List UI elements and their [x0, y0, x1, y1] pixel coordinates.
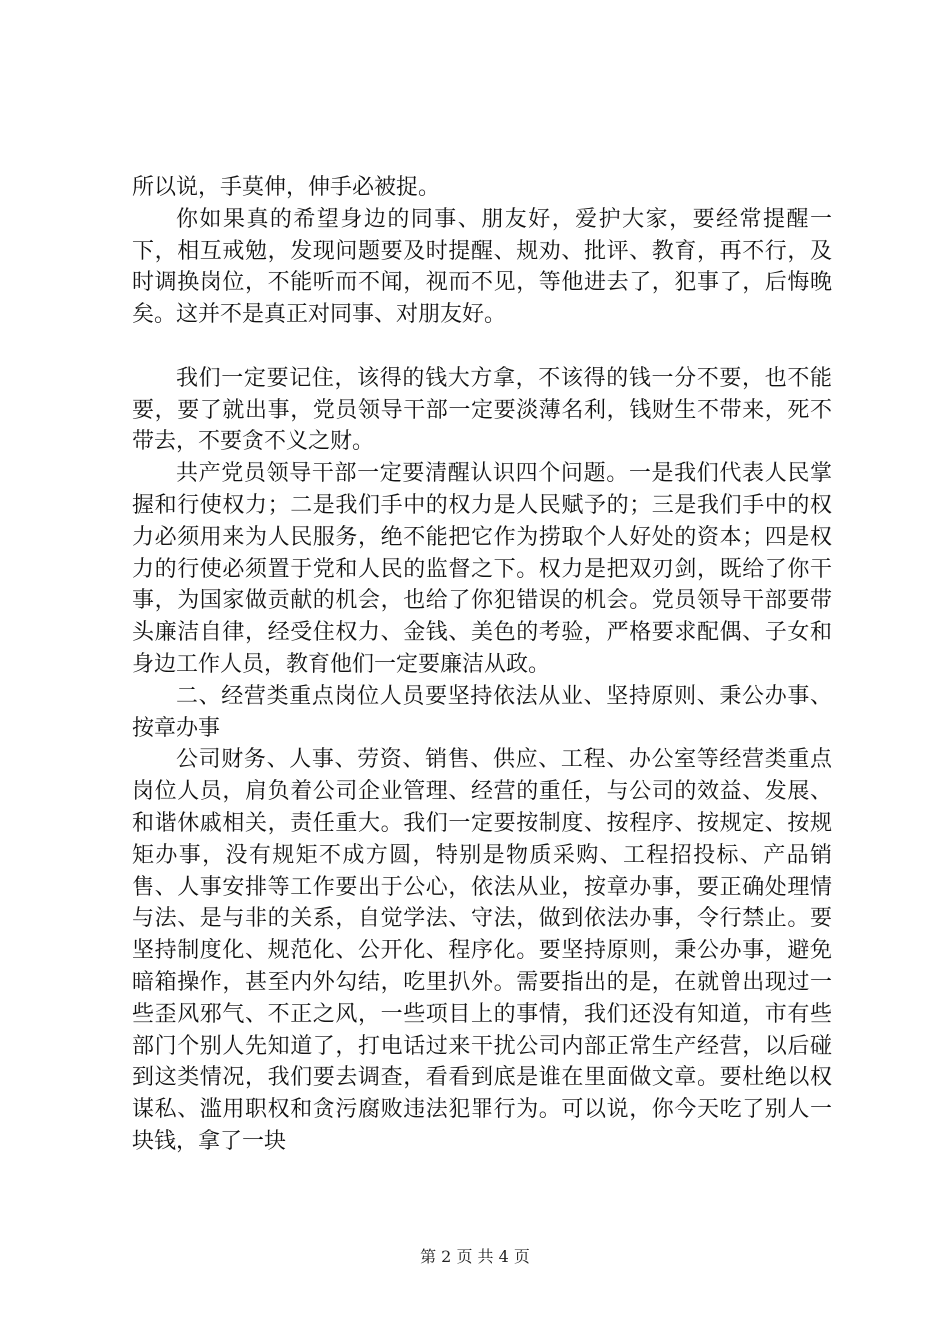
- paragraph-2: 你如果真的希望身边的同事、朋友好，爱护大家，要经常提醒一下，相互戒勉，发现问题要及时提醒、规劝、批评、教育，再不行，及时调换岗位，不能听而不闻，视而不见，等他进去了，犯事了，后悔晚矣。这并不是真正对同事、对朋友好。: [132, 206, 832, 328]
- page-number-footer: 第 2 页 共 4 页: [420, 1247, 530, 1266]
- section-heading: 二、经营类重点岗位人员要坚持依法从业、坚持原则、秉公办事、按章办事: [132, 683, 832, 741]
- paragraph-5: 公司财务、人事、劳资、销售、供应、工程、办公室等经营类重点岗位人员，肩负着公司企业管理、经营的重任，与公司的效益、发展、和谐休戚相关，责任重大。我们一定要按制度、按程序、按规定、按规矩办事，没有规矩不成方圆，特别是物质采购、工程招投标、产品销售、人事安排等工作要出于公心，依法从业，按章办事，要正确处理情与法、是与非的关系，自觉学法、守法，做到依法办事，令行禁止。要坚持制度化、规范化、公开化、程序化。要坚持原则，秉公办事，避免暗箱操作，甚至内外勾结，吃里扒外。需要指出的是，在就曾出现过一些歪风邪气、不正之风，一些项目上的事情，我们还没有知道，市有些部门个别人先知道了，打电话过来干扰公司内部正常生产经营，以后碰到这类情况，我们要去调查，看看到底是谁在里面做文章。要杜绝以权谋私、滥用职权和贪污腐败违法犯罪行为。可以说，你今天吃了别人一块钱，拿了一块: [132, 747, 832, 1154]
- document-body: [132, 172, 832, 1158]
- paragraph-1: 所以说，手莫伸，伸手必被捉。: [132, 175, 441, 200]
- paragraph-3: 我们一定要记住，该得的钱大方拿，不该得的钱一分不要，也不能要，要了就出事，党员领导干部一定要淡薄名利，钱财生不带来，死不带去，不要贪不义之财。: [132, 365, 832, 455]
- paragraph-4: 共产党员领导干部一定要清醒认识四个问题。一是我们代表人民掌握和行使权力；二是我们手中的权力是人民赋予的；三是我们手中的权力必须用来为人民服务，绝不能把它作为捞取个人好处的资本；四是权力的行使必须置于党和人民的监督之下。权力是把双刃剑，既给了你干事，为国家做贡献的机会，也给了你犯错误的机会。党员领导干部要带头廉洁自律，经受住权力、金钱、美色的考验，严格要求配偶、子女和身边工作人员，教育他们一定要廉洁从政。: [132, 461, 832, 677]
